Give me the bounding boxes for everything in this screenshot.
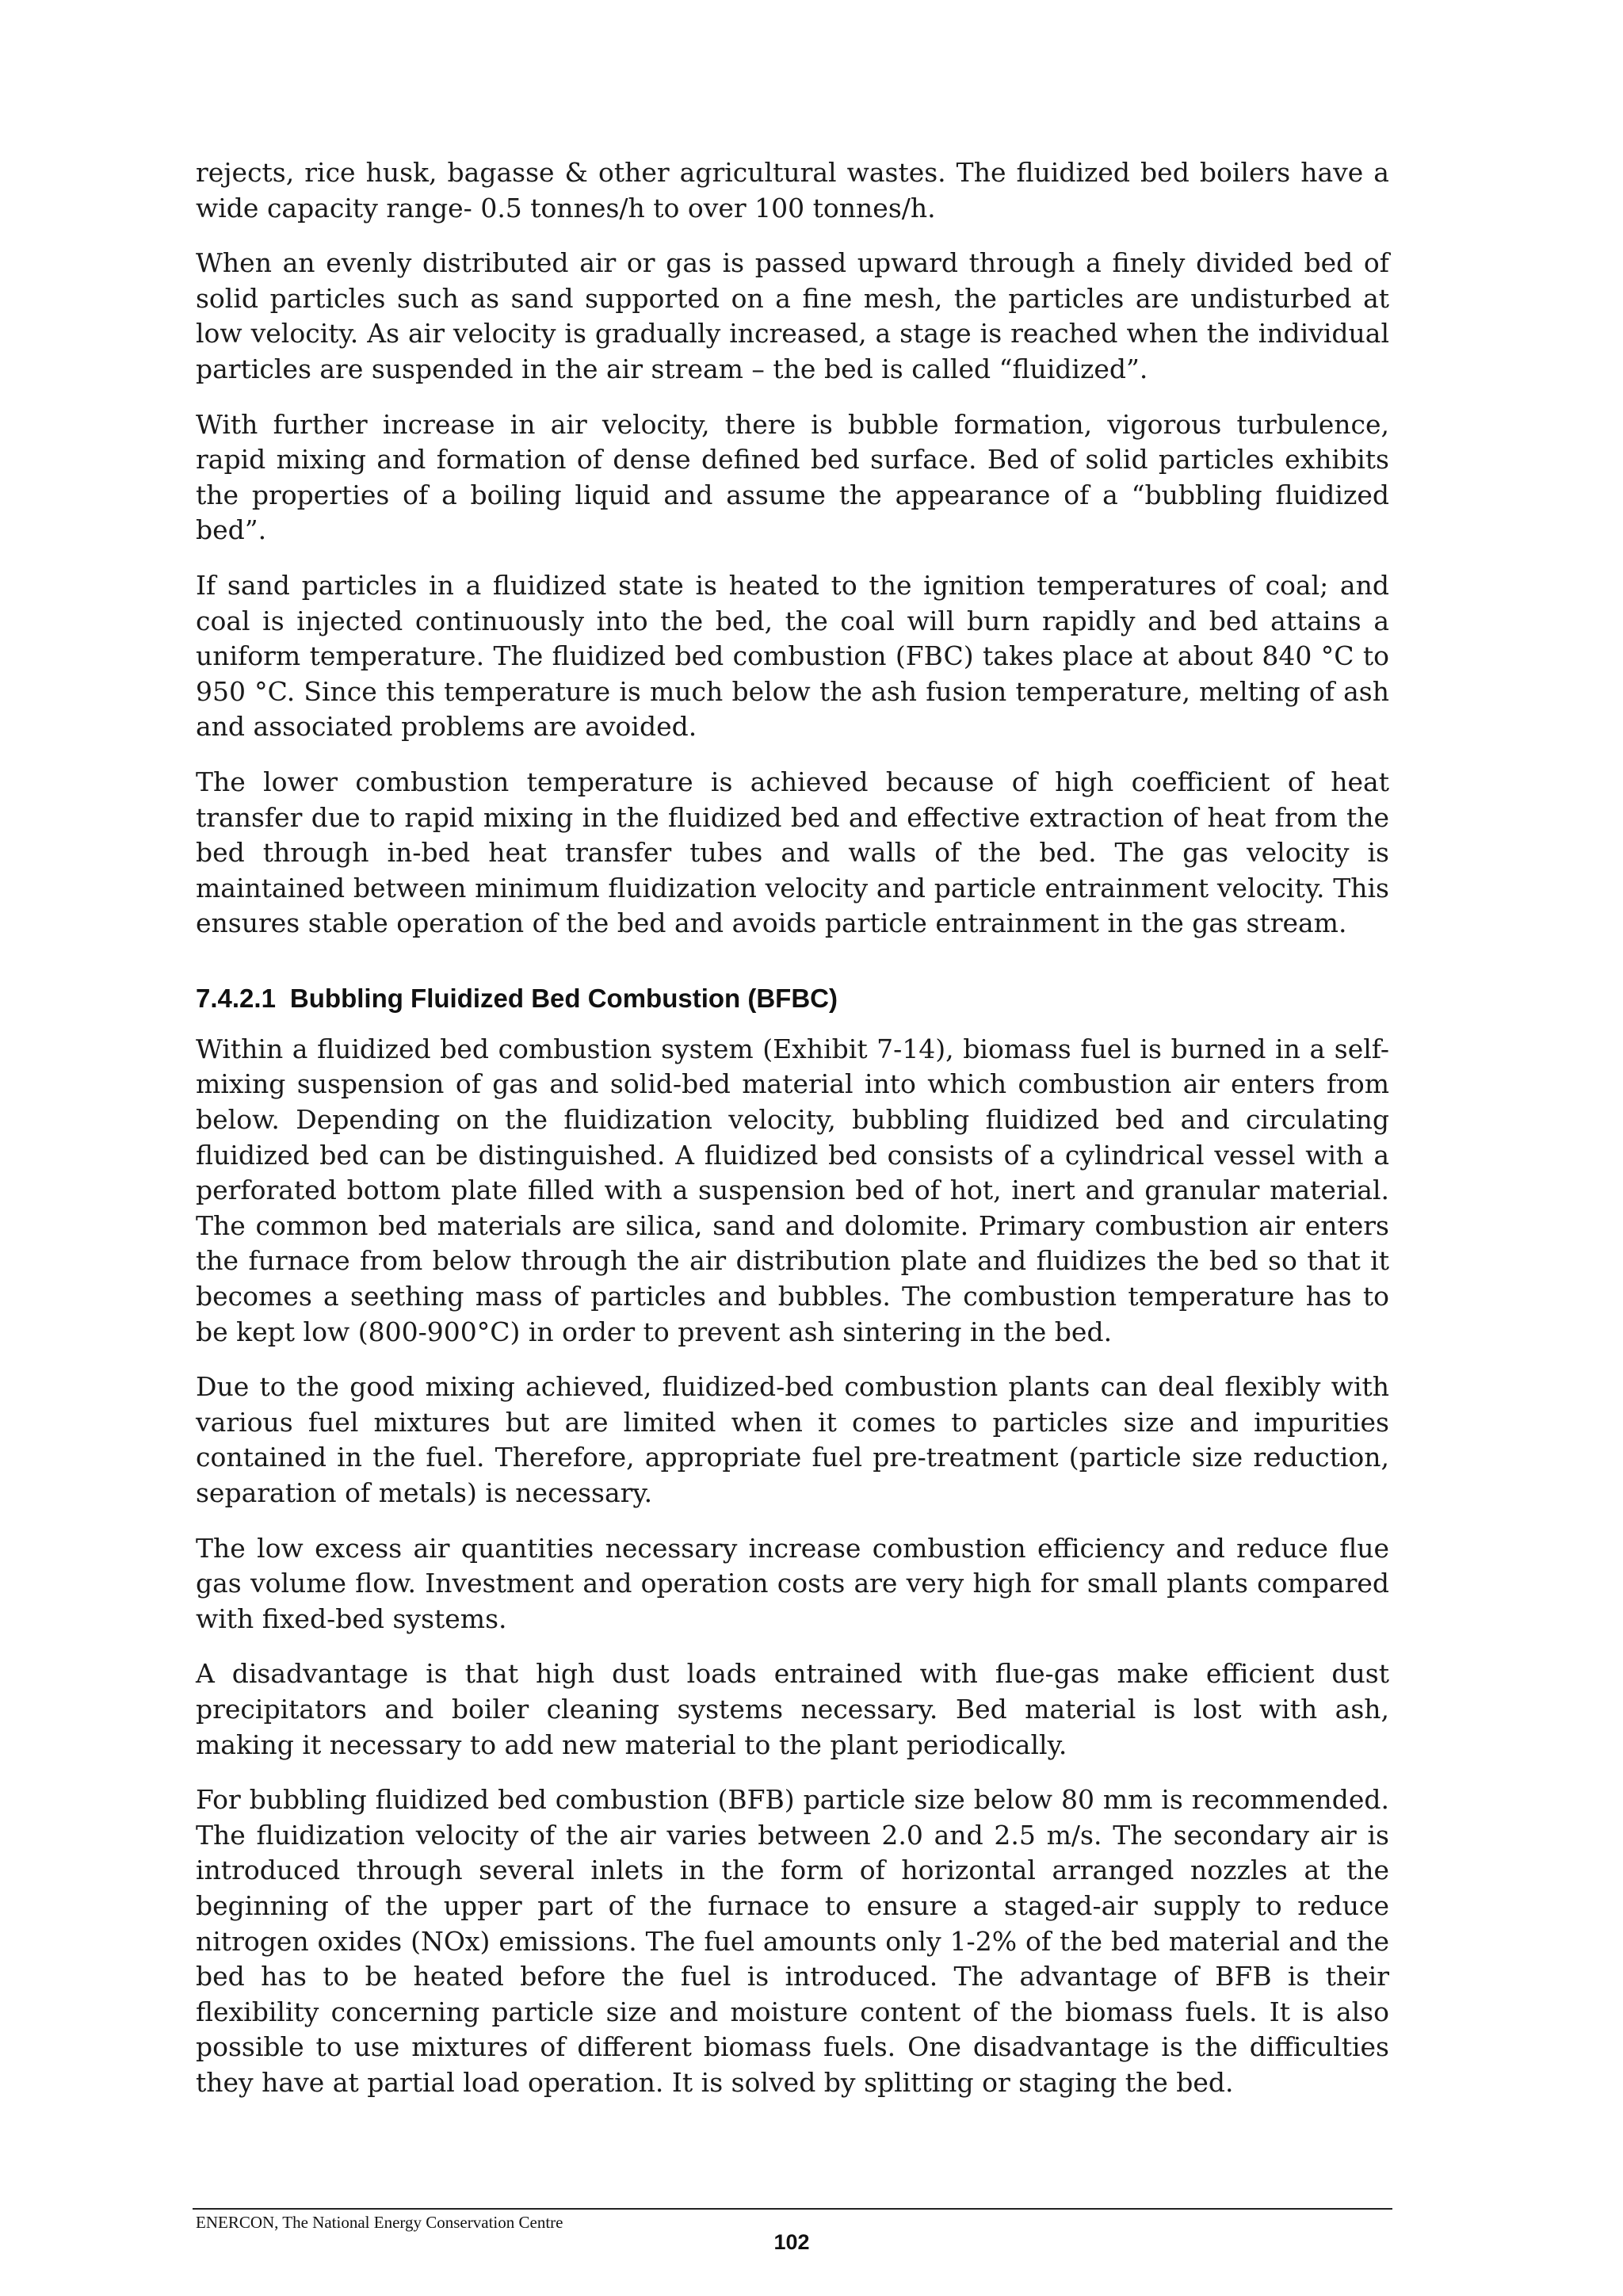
paragraph: If sand particles in a fluidized state is heated to the ignition temperatures of coal; and coal is injected continuously into the bed, the coal will burn rapidly and bed attains a uniform temperature. The fluidized bed combustion (FBC) takes place at about 840 °C to 950 °C. Since this temperature is much below the ash fusion temperature, melting of ash and associated problems are avoided. [196, 569, 1389, 743]
paragraph: For bubbling fluidized bed combustion (BFB) particle size below 80 mm is recommended. The fluidization velocity of the air varies between 2.0 and 2.5 m/s. The secondary air is introduced through several inlets in the form of horizontal arranged nozzles at the beginning of the upper part of the furnace to ensure a staged-air supply to reduce nitrogen oxides (NOx) emissions. The fuel amounts only 1-2% of the bed material and the bed has to be heated before the fuel is introduced. The advantage of BFB is their flexibility concerning particle size and moisture content of the biomass fuels. It is also possible to use mixtures of different biomass fuels. One disadvantage is the difficulties they have at partial load operation. It is solved by splitting or staging the bed. [196, 1784, 1389, 2098]
paragraph: Due to the good mixing achieved, fluidized-bed combustion plants can deal flexibly with various fuel mixtures but are limited when it comes to particles size and impurities contained in the fuel. Therefore, appropriate fuel pre-treatment (particle size reduction, separation of metals) is necessary. [196, 1371, 1389, 1508]
paragraph: The low excess air quantities necessary increase combustion efficiency and reduce flue gas volume flow. Investment and operation costs are very high for small plants compared with fixed-bed systems. [196, 1532, 1389, 1634]
paragraph: When an evenly distributed air or gas is passed upward through a finely divided bed of solid particles such as sand supported on a fine mesh, the particles are undisturbed at low velocity. As air velocity is gradually increased, a stage is reached when the individual particles are suspended in the air stream – the bed is called “fluidized”. [196, 247, 1389, 384]
section-number: 7.4.2.1 [196, 983, 276, 1013]
paragraph: rejects, rice husk, bagasse & other agricultural wastes. The fluidized bed boilers have a wide capacity range- 0.5 tonnes/h to over 100 tonnes/h. [196, 157, 1389, 223]
paragraph: A disadvantage is that high dust loads entrained with flue-gas make efficient dust precipitators and boiler cleaning systems necessary. Bed material is lost with ash, making it necessary to add new material to the plant periodically. [196, 1658, 1389, 1760]
paragraph: The lower combustion temperature is achieved because of high coefficient of heat transfer due to rapid mixing in the fluidized bed and effective extraction of heat from the bed through in-bed heat transfer tubes and walls of the bed. The gas velocity is maintained between minimum fluidization velocity and particle entrainment velocity. This ensures stable operation of the bed and avoids particle entrainment in the gas stream. [196, 766, 1389, 939]
footer-divider [193, 2208, 1392, 2210]
footer-organization: ENERCON, The National Energy Conservation Centre [196, 2213, 563, 2232]
section-title: Bubbling Fluidized Bed Combustion (BFBC) [289, 983, 838, 1013]
paragraph: Within a fluidized bed combustion system (Exhibit 7-14), biomass fuel is burned in a self-mixing suspension of gas and solid-bed material into which combustion air enters from below. Depending on the fluidization velocity, bubbling fluidized bed and circulating fluidized bed can be distinguished. A fluidized bed consists of a cylindrical vessel with a perforated bottom plate filled with a suspension bed of hot, inert and granular material. The common bed materials are silica, sand and dolomite. Primary combustion air enters the furnace from below through the air distribution plate and fluidizes the bed so that it becomes a seething mass of particles and bubbles. The combustion temperature has to be kept low (800-900°C) in order to prevent ash sintering in the bed. [196, 1033, 1389, 1347]
page-number: 102 [773, 2230, 810, 2254]
section-heading [196, 981, 1389, 1016]
paragraph: With further increase in air velocity, there is bubble formation, vigorous turbulence, rapid mixing and formation of dense defined bed surface. Bed of solid particles exhibits the properties of a boiling liquid and assume the appearance of a “bubbling fluidized bed”. [196, 408, 1389, 546]
body-text [196, 155, 1389, 2121]
